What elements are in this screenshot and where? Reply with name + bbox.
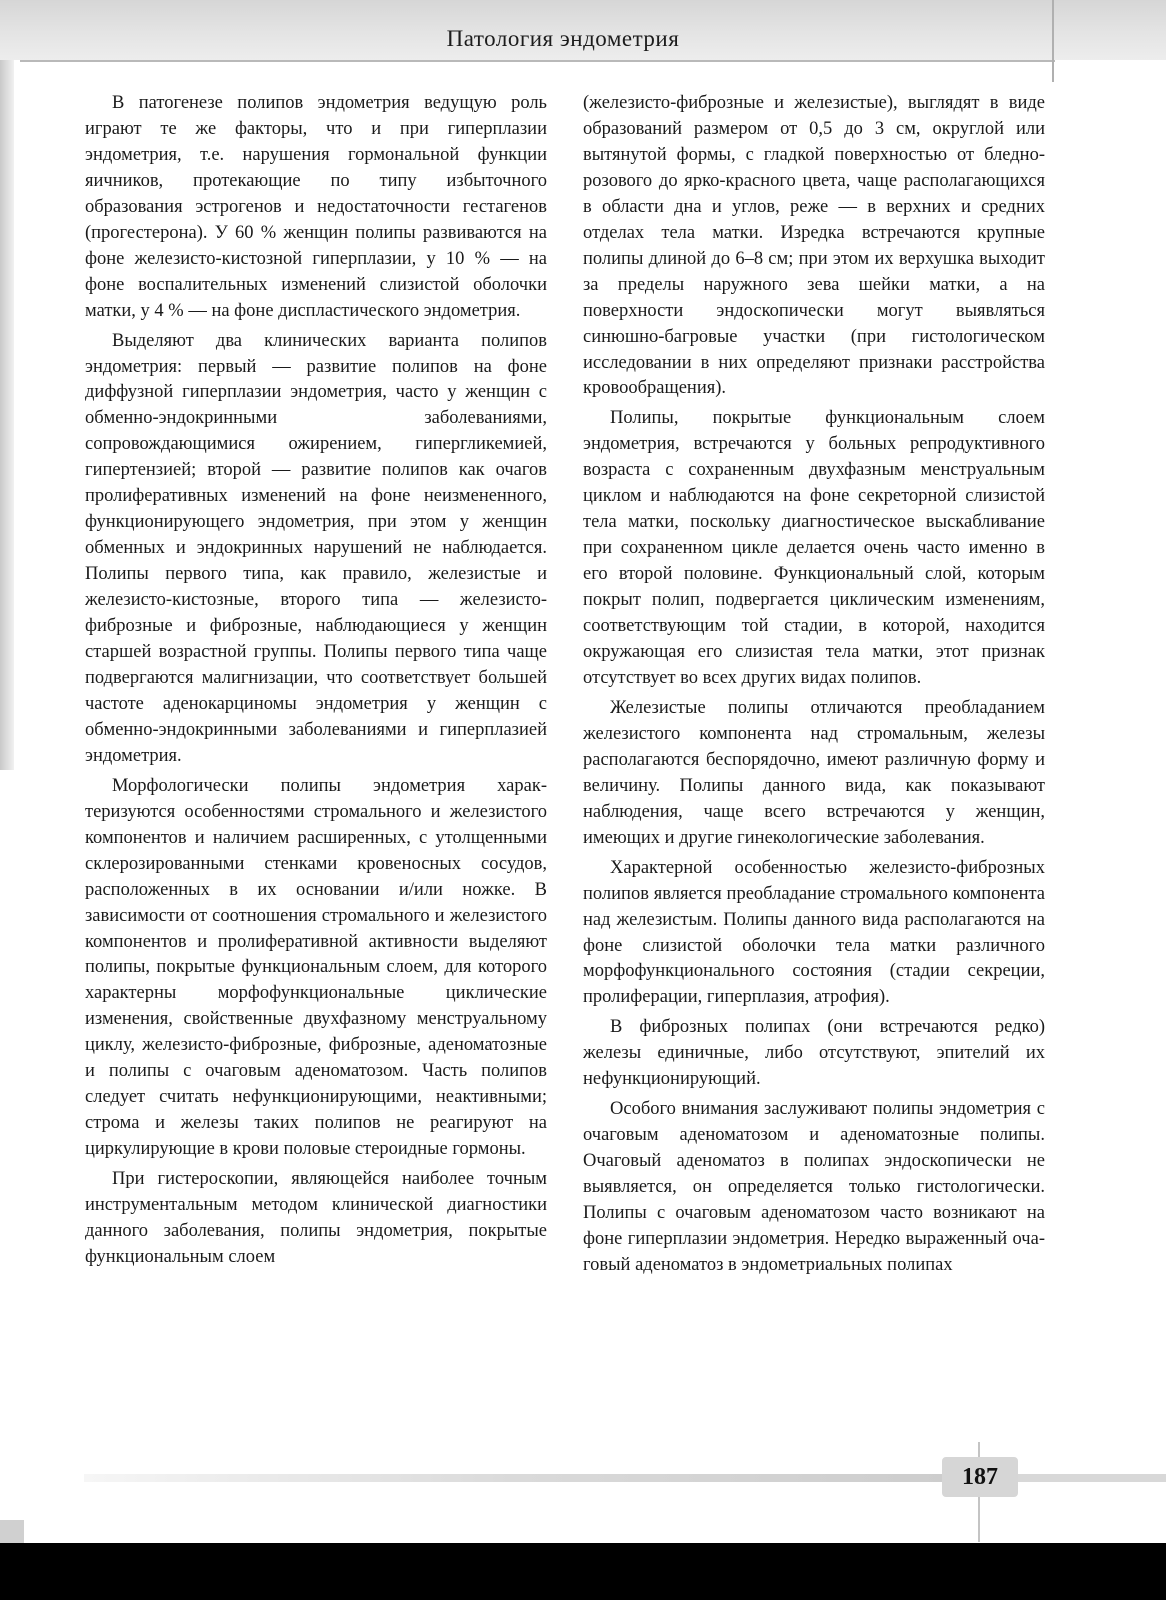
page-number: 187 xyxy=(942,1457,1018,1497)
header-rule xyxy=(20,60,1055,62)
paragraph: Морфологически полипы эндометрия характеризуются особенностями стромального и железистого компонентов и наличием расширенных, с утолщенными склерозированными стенками кровеносных сосудов, расположенных в их основании и/или ножке. В зависимости от соотношения стромального и железистого компонентов и пролиферативной активности выделяют полипы, покрытые функциональным слоем, для которого характерны морфофункциональные циклические изменения, свойственные двухфазному менструальному циклу, железисто-фиброзные, фиброзные, аденоматозные и полипы с очаговым аденоматозом. Часть полипов следует считать нефункционирующими, неактивными; строма и железы таких полипов не реагируют на циркулирующие в крови половые стероидные гормоны. xyxy=(85,775,547,1160)
paragraph: Особого внимания заслуживают полипы эндометрия с очаговым аденоматозом и аденоматозные полипы. Очаговый аденоматоз в полипах эндоскопически не выявляется, он определяется только гистологически. Полипы с очаговым аденоматозом часто возникают на фоне гиперплазии эндометрия. Нередко выраженный очаговый аденоматоз в эндометриальных полипах xyxy=(583,1099,1045,1275)
paragraph: Выделяют два клинических варианта полипов эндометрия: первый — развитие полипов на фоне диффузной гиперплазии эндометрия, часто у женщин с обменно-эндокринными заболеваниями, сопровождающимися ожирением, гипергликемией, гипертензией; второй — развитие полипов как очагов пролиферативных изменений на фоне неизмененного, функционирующего эндометрия, при этом у женщин обменных и эндокринных нарушений не наблюдается. Полипы первого типа, как правило, железистые и железисто-кистозные, второго типа — железисто-фиброзные и фиброзные, наблюдающиеся у женщин старшей возрастной группы. Полипы первого типа чаще подвергаются малигнизации, что соответствует большей частоте аденокарциномы эндометрия у женщин с обменно-эндокринными заболеваниями и гиперплазией эндометрия. xyxy=(85,330,547,766)
footer-band-right xyxy=(1018,1474,1166,1482)
footer-band xyxy=(84,1474,944,1482)
paragraph: В патогенезе полипов эндометрия ведущую роль играют те же факторы, что и при гиперплазии эндометрия, т.е. нарушения гормональной функции яичников, протекающие по типу избыточного образования эстрогенов и недостаточности гестагенов (прогестерона). У 60 % женщин полипы развиваются на фоне железисто-кистозной гиперплазии, у 10 % — на фоне воспалительных изменений слизистой оболочки матки, у 4 % — на фоне диспластического эндометрия. xyxy=(85,93,547,321)
paragraph: Полипы, покрытые функциональным слоем эндометрия, встречаются у больных репродуктивного возраста с сохраненным двухфазным менструальным циклом и наблюдаются на фоне секреторной слизистой тела матки, поскольку диагностическое выскабливание при сохраненном цикле делается очень часто именно в его второй половине. Функциональный слой, которым покрыт полип, подвергается циклическим изменениям, соответствующим той стадии, в которой, находится окружающая его слизистая тела матки, этот признак отсутствует во всех других видах полипов. xyxy=(583,408,1045,688)
right-column xyxy=(583,91,1045,1279)
paragraph: Характерной особенностью железисто-фиброзных полипов является преобладание стромального компонента над железистым. Полипы данного вида располагаются на фоне слизистой оболочки тела матки различного морфофункционального состояния (стадии секреции, пролиферации, гиперплазия, атрофия). xyxy=(583,857,1045,1008)
scan-left-edge xyxy=(0,0,14,770)
paragraph: Железистые полипы отличаются преобладанием железистого компонента над стромальным, железы располагаются беспорядочно, имеют различную форму и величину. Полипы данного вида, как показывают наблюдения, чаще всего встречаются у женщин, имеющих и другие гинекологические заболевания. xyxy=(583,697,1045,848)
paragraph: При гистероскопии, являющейся наиболее точным инструментальным методом клинической диагностики данного заболевания, полипы эндометрия, покрытые функциональным слоем xyxy=(85,1169,547,1267)
running-title: Патология эндометрия xyxy=(446,26,680,51)
paragraph: В фиброзных полипах (они встречаются редко) железы единичные, либо отсутствуют, эпителий их нефункционирующий. xyxy=(583,1017,1045,1090)
paragraph-continuation: (железисто-фиброзные и железистые), выглядят в виде образований размером от 0,5 до 3 см, округлой или вытянутой формы, с гладкой поверхностью от бледно-розового до ярко-красного цвета, чаще располагающихся в области дна и углов, реже — в верхних и средних отделах тела матки. Изредка встречаются крупные полипы длиной до 6–8 см; при этом их верхушка выходит за пределы наружного зева шейки матки, а на поверхности эндоскопически могут выявляться синюшно-багровые участки (при гистологическом исследовании в них определяют признаки расстройства кровообращения). xyxy=(583,93,1045,399)
scan-bottom-border xyxy=(0,1543,1166,1600)
left-column xyxy=(85,91,547,1271)
